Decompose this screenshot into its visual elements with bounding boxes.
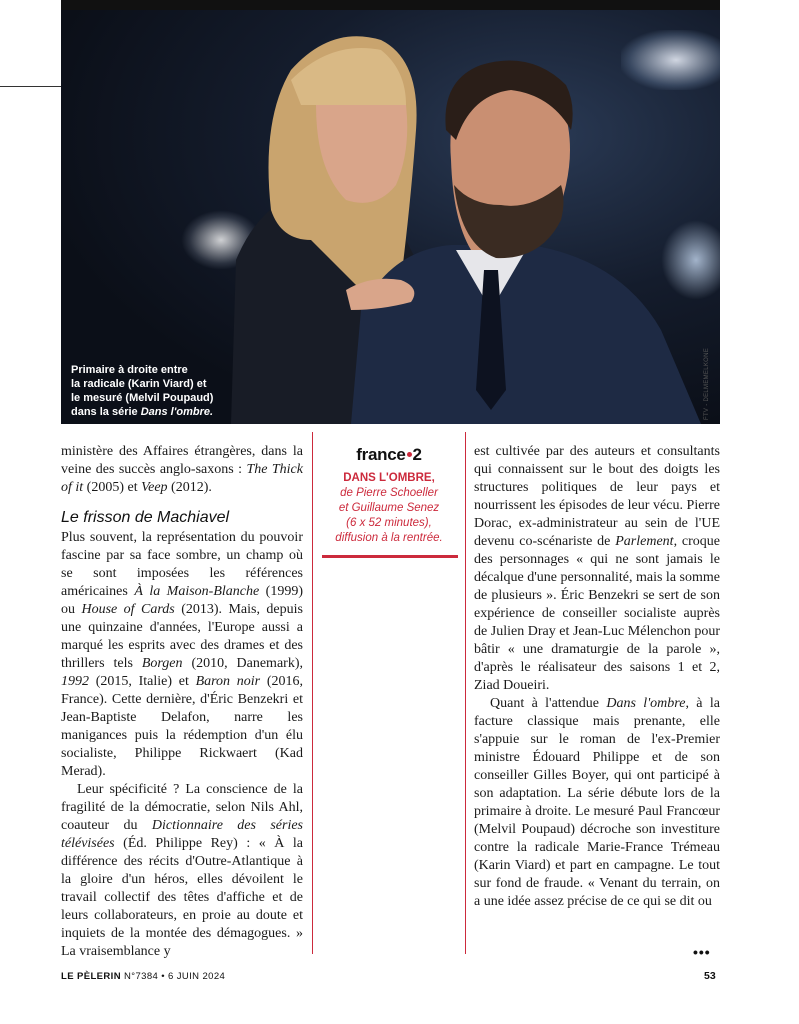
photo-credit: FTV - DELMEMELKONE: [704, 347, 710, 420]
column-divider: [312, 432, 313, 954]
column-divider: [465, 432, 466, 954]
footer-issue: LE PÈLERIN N°7384 • 6 JUIN 2024: [61, 971, 226, 982]
right-column: [474, 443, 720, 911]
france2-logo: france 2: [356, 445, 422, 464]
box-title: DANS L'OMBRE,: [343, 472, 435, 484]
paragraph: Leur spécificité ? La conscience de la fragilité de la démocratie, selon Nils Ahl, coauteur du Dictionnaire des séries télévisées (Éd. Philippe Rey) : « À la différence des récits d'Outre-Atlantique à la gloire d'un héros, elles dévoilent le travail collectif des têtes d'affiche et de leurs collaborateurs, en proie au doute et inquiets de la montée des démagogues. » La vraisemblance y: [61, 782, 303, 959]
top-bar: [61, 0, 720, 10]
paragraph: est cultivée par des auteurs et consultants qui connaissent sur le bout des doigts les structures politiques de leur pays et nourrissent les épisodes de leur vécu. Pierre Dorac, ex-administrateur au sein de l'UE devenu co-scénariste de Parlement, croque des personnages « qui ne sont jamais le décalque d'une personnalité, mais la somme de plusieurs ». Éric Benzekri se sert de son expérience de conseiller socialiste auprès de Julien Dray et Jean-Luc Mélenchon pour bâtir « une dramaturgie de la parole », d'après le réalisateur des saisons 1 et 2, Ziad Doueiri.: [474, 444, 720, 693]
section-subheading: Le frisson de Machiavel: [61, 509, 230, 526]
info-box: france 2 DANS L'OMBRE, de Pierre Schoeller et Guillaume Senez (6 x 52 minutes), diffusion à la rentrée.: [322, 445, 456, 546]
article-photo: [61, 10, 720, 424]
continued-dots: •••: [693, 944, 711, 960]
photo-illustration: [61, 10, 720, 424]
left-column: [61, 443, 303, 961]
paragraph: ministère des Affaires étrangères, dans la veine des succès anglo-saxons : The Thick of it (2005) et Veep (2012).: [61, 444, 303, 495]
box-rule: [322, 555, 458, 558]
paragraph: Quant à l'attendue Dans l'ombre, à la facture classique mais prenante, elle s'appuie sur le roman de l'ex-Premier ministre Édouard Philippe et de son conseiller Gilles Boyer, qui ont participé à son adaptation. La série débute lors de la primaire à droite. Le mesuré Paul Francœur (Melvil Poupaud) décroche son investiture contre la radicale Marie-France Trémeau (Karin Viard) et part en campagne. Le tout sur fond de fraude. « Venant du terrain, on a une idée assez précise de ce qui se dit ou: [474, 696, 720, 909]
side-rule: [0, 86, 61, 87]
photo-caption: Primaire à droite entre la radicale (Karin Viard) et le mesuré (Melvil Poupaud) dans la série Dans l'ombre.: [71, 364, 214, 418]
paragraph: Plus souvent, la représentation du pouvoir fascine par sa face sombre, un champ où se sont imposées les références américaines À la Maison-Blanche (1999) ou House of Cards (2013). Mais, depuis une quinzaine d'années, l'Europe aussi a marqué les esprits avec des drames et des thrillers tels Borgen (2010, Danemark), 1992 (2015, Italie) et Baron noir (2016, France). Cette dernière, d'Éric Benzekri et Jean-Baptiste Delafon, narre les manigances puis la rédemption d'un élu socialiste, Philippe Rickwaert (Kad Merad).: [61, 530, 303, 779]
page-number: 53: [704, 970, 716, 982]
